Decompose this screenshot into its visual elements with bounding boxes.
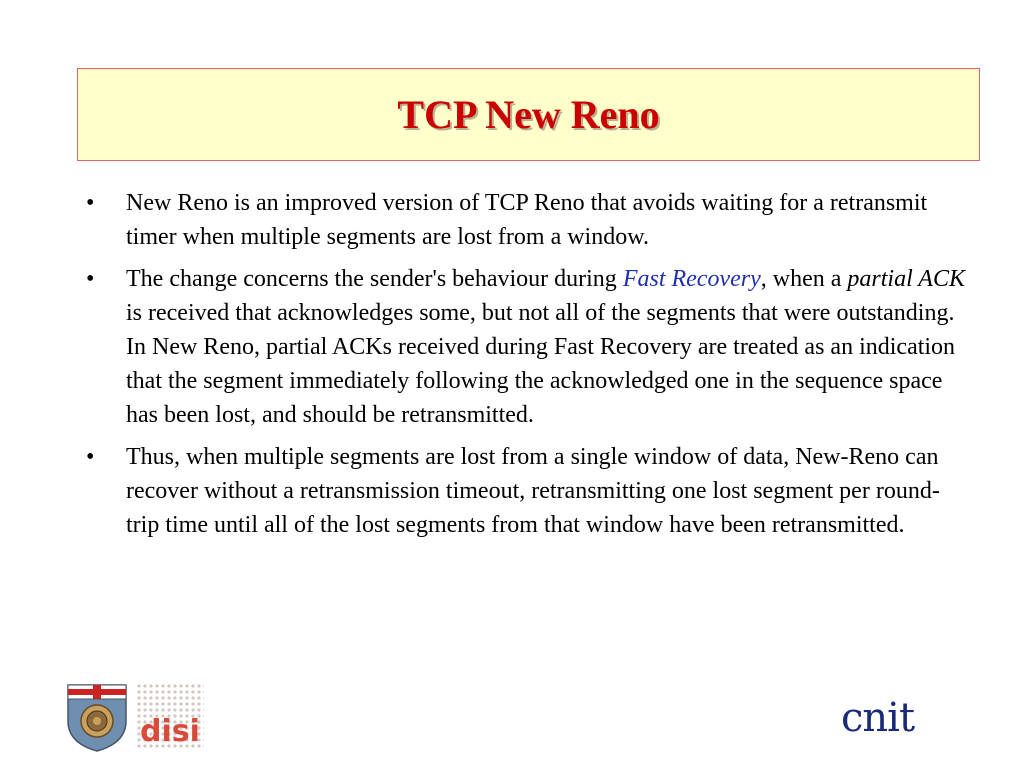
- slide-title-box: [77, 68, 980, 161]
- bullet-text-part: is received that acknowledges some, but not all of the segments that were outstanding. In New Reno, partial ACKs received during Fast Recovery are treated as an indication that the segment immediately following the acknowledged one in the sequence space has been lost, and should be retransmitted.: [126, 300, 956, 428]
- bullet-text: New Reno is an improved version of TCP Reno that avoids waiting for a retransmit timer when multiple segments are lost from a window.: [126, 190, 928, 250]
- bullet-item-2: [86, 262, 966, 432]
- bullet-list: [86, 186, 966, 550]
- university-crest-logo: [66, 683, 128, 753]
- bullet-icon: •: [86, 266, 95, 292]
- bullet-text: [126, 266, 965, 428]
- fast-recovery-term: Fast Recovery: [622, 266, 761, 292]
- bullet-text: Thus, when multiple segments are lost from a single window of data, New-Reno can recover without a retransmission timeout, retransmitting one lost segment per round-trip time until all of the lost segments from that window have been retransmitted.: [126, 444, 940, 538]
- cnit-logo: cnit: [841, 695, 915, 741]
- slide-title: TCP New Reno: [397, 92, 660, 137]
- bullet-icon: •: [86, 190, 95, 216]
- bullet-text-part: , when a: [760, 266, 848, 292]
- disi-logo: [136, 683, 204, 749]
- bullet-item-3: [86, 440, 966, 542]
- partial-ack-term: partial ACK: [847, 266, 965, 292]
- bullet-item-1: [86, 186, 966, 254]
- bullet-icon: •: [86, 444, 95, 470]
- disi-logo-text: disi: [140, 714, 200, 749]
- bullet-text-part: The change concerns the sender's behaviour during: [126, 266, 623, 292]
